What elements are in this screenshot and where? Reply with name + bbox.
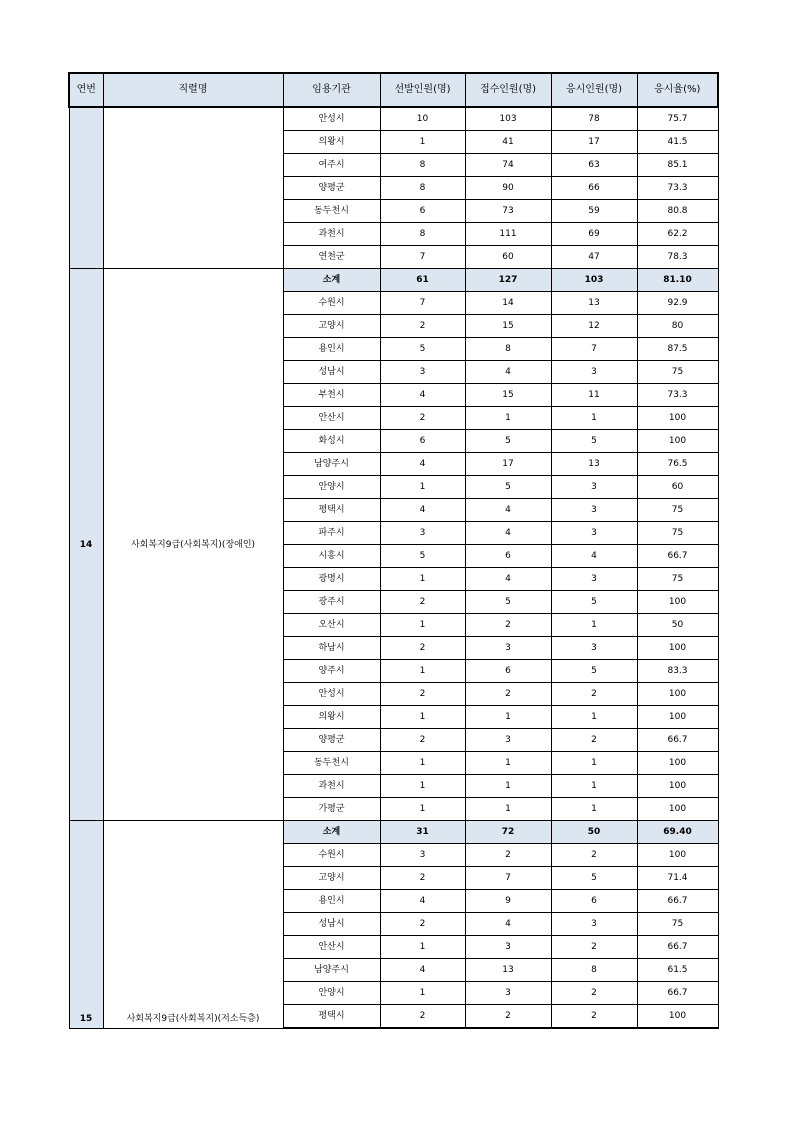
applied-cell: 15 [465,315,551,338]
attended-cell: 6 [551,890,637,913]
agency-cell: 과천시 [283,775,380,798]
agency-cell: 평택시 [283,1005,380,1029]
applied-cell: 2 [465,844,551,867]
agency-cell: 안성시 [283,107,380,131]
rate-cell: 100 [637,683,718,706]
rate-cell: 61.5 [637,959,718,982]
applied-cell: 9 [465,890,551,913]
selected-cell: 2 [380,315,465,338]
table-body [69,107,718,1028]
rate-cell: 75 [637,913,718,936]
attended-cell: 1 [551,614,637,637]
attended-cell: 63 [551,154,637,177]
selected-cell: 4 [380,453,465,476]
agency-cell: 양주시 [283,660,380,683]
attended-cell: 1 [551,775,637,798]
selected-cell: 31 [380,821,465,844]
selected-cell: 1 [380,936,465,959]
attended-cell: 78 [551,107,637,131]
selected-cell: 1 [380,752,465,775]
attended-cell: 3 [551,637,637,660]
agency-cell: 남양주시 [283,453,380,476]
attended-cell: 8 [551,959,637,982]
applied-cell: 8 [465,338,551,361]
selected-cell: 2 [380,407,465,430]
applied-cell: 5 [465,476,551,499]
applied-cell: 60 [465,246,551,269]
applied-cell: 5 [465,591,551,614]
col-header-agency: 임용기관 [283,73,380,107]
applied-cell: 7 [465,867,551,890]
applied-cell: 127 [465,269,551,292]
attended-cell: 5 [551,591,637,614]
rate-cell: 100 [637,752,718,775]
job-series-cell: 사회복지9급(사회복지)(저소득층) [103,821,283,1029]
applied-cell: 73 [465,200,551,223]
applied-cell: 1 [465,775,551,798]
col-header-attended: 응시인원(명) [551,73,637,107]
applied-cell: 72 [465,821,551,844]
selected-cell: 8 [380,177,465,200]
selected-cell: 2 [380,591,465,614]
rate-cell: 80 [637,315,718,338]
rate-cell: 100 [637,775,718,798]
attended-cell: 7 [551,338,637,361]
attended-cell: 2 [551,1005,637,1029]
rate-cell: 100 [637,407,718,430]
applied-cell: 2 [465,614,551,637]
selected-cell: 6 [380,430,465,453]
applicant-table [68,72,719,1029]
selected-cell: 3 [380,361,465,384]
applied-cell: 4 [465,499,551,522]
col-header-applied: 접수인원(명) [465,73,551,107]
selected-cell: 7 [380,292,465,315]
rate-cell: 100 [637,706,718,729]
applied-cell: 4 [465,361,551,384]
attended-cell: 69 [551,223,637,246]
attended-cell: 2 [551,844,637,867]
agency-cell: 파주시 [283,522,380,545]
agency-cell: 시흥시 [283,545,380,568]
agency-cell: 안산시 [283,407,380,430]
rate-cell: 75 [637,568,718,591]
col-header-no: 연번 [69,73,103,107]
attended-cell: 11 [551,384,637,407]
applied-cell: 1 [465,798,551,821]
selected-cell: 1 [380,476,465,499]
rate-cell: 41.5 [637,131,718,154]
rate-cell: 66.7 [637,729,718,752]
applied-cell: 15 [465,384,551,407]
applied-cell: 3 [465,637,551,660]
attended-cell: 2 [551,982,637,1005]
agency-cell: 양평군 [283,729,380,752]
applied-cell: 1 [465,752,551,775]
rate-cell: 100 [637,1005,718,1029]
attended-cell: 5 [551,867,637,890]
agency-cell: 평택시 [283,499,380,522]
rate-cell: 87.5 [637,338,718,361]
rate-cell: 83.3 [637,660,718,683]
selected-cell: 7 [380,246,465,269]
selected-cell: 4 [380,890,465,913]
rate-cell: 78.3 [637,246,718,269]
row-number-cell: 14 [69,269,103,821]
rate-cell: 75 [637,522,718,545]
rate-cell: 100 [637,430,718,453]
rate-cell: 76.5 [637,453,718,476]
rate-cell: 66.7 [637,982,718,1005]
rate-cell: 100 [637,844,718,867]
selected-cell: 4 [380,499,465,522]
attended-cell: 3 [551,913,637,936]
selected-cell: 6 [380,200,465,223]
applied-cell: 41 [465,131,551,154]
rate-cell: 85.1 [637,154,718,177]
selected-cell: 2 [380,637,465,660]
applied-cell: 1 [465,706,551,729]
selected-cell: 1 [380,614,465,637]
selected-cell: 1 [380,131,465,154]
rate-cell: 66.7 [637,936,718,959]
selected-cell: 4 [380,384,465,407]
selected-cell: 8 [380,223,465,246]
selected-cell: 8 [380,154,465,177]
agency-cell: 동두천시 [283,200,380,223]
attended-cell: 2 [551,936,637,959]
rate-cell: 66.7 [637,890,718,913]
attended-cell: 4 [551,545,637,568]
applied-cell: 3 [465,729,551,752]
agency-cell: 의왕시 [283,706,380,729]
rate-cell: 75 [637,499,718,522]
rate-cell: 75 [637,361,718,384]
selected-cell: 10 [380,107,465,131]
applied-cell: 5 [465,430,551,453]
applied-cell: 17 [465,453,551,476]
agency-cell: 수원시 [283,292,380,315]
agency-cell: 하남시 [283,637,380,660]
agency-cell: 화성시 [283,430,380,453]
subtotal-row [69,821,718,844]
applied-cell: 2 [465,683,551,706]
subtotal-row [69,269,718,292]
rate-cell: 100 [637,798,718,821]
agency-cell: 과천시 [283,223,380,246]
selected-cell: 1 [380,568,465,591]
agency-cell: 용인시 [283,338,380,361]
agency-cell: 고양시 [283,315,380,338]
attended-cell: 1 [551,706,637,729]
rate-cell: 50 [637,614,718,637]
agency-cell: 성남시 [283,361,380,384]
rate-cell: 75.7 [637,107,718,131]
attended-cell: 17 [551,131,637,154]
rate-cell: 100 [637,637,718,660]
selected-cell: 3 [380,522,465,545]
rate-cell: 71.4 [637,867,718,890]
agency-cell: 성남시 [283,913,380,936]
attended-cell: 50 [551,821,637,844]
header-row [69,73,718,107]
attended-cell: 1 [551,798,637,821]
applied-cell: 4 [465,522,551,545]
attended-cell: 13 [551,292,637,315]
agency-cell: 소계 [283,269,380,292]
agency-cell: 안양시 [283,982,380,1005]
selected-cell: 2 [380,867,465,890]
selected-cell: 5 [380,338,465,361]
applied-cell: 13 [465,959,551,982]
agency-cell: 가평군 [283,798,380,821]
attended-cell: 3 [551,499,637,522]
agency-cell: 오산시 [283,614,380,637]
attended-cell: 12 [551,315,637,338]
selected-cell: 61 [380,269,465,292]
selected-cell: 2 [380,913,465,936]
agency-cell: 안산시 [283,936,380,959]
agency-cell: 의왕시 [283,131,380,154]
agency-cell: 부천시 [283,384,380,407]
selected-cell: 1 [380,706,465,729]
attended-cell: 5 [551,430,637,453]
rate-cell: 60 [637,476,718,499]
selected-cell: 3 [380,844,465,867]
agency-cell: 소계 [283,821,380,844]
agency-cell: 광명시 [283,568,380,591]
applied-cell: 111 [465,223,551,246]
agency-cell: 광주시 [283,591,380,614]
applied-cell: 2 [465,1005,551,1029]
attended-cell: 3 [551,522,637,545]
selected-cell: 2 [380,683,465,706]
selected-cell: 5 [380,545,465,568]
selected-cell: 1 [380,775,465,798]
applied-cell: 90 [465,177,551,200]
applied-cell: 4 [465,913,551,936]
table-row [69,107,718,131]
rate-cell: 100 [637,591,718,614]
attended-cell: 3 [551,361,637,384]
applied-cell: 74 [465,154,551,177]
attended-cell: 1 [551,752,637,775]
attended-cell: 47 [551,246,637,269]
rate-cell: 62.2 [637,223,718,246]
col-header-selected: 선발인원(명) [380,73,465,107]
applied-cell: 6 [465,660,551,683]
col-header-job-series: 직렬명 [103,73,283,107]
selected-cell: 2 [380,729,465,752]
attended-cell: 1 [551,407,637,430]
applied-cell: 4 [465,568,551,591]
attended-cell: 3 [551,476,637,499]
selected-cell: 4 [380,959,465,982]
attended-cell: 2 [551,683,637,706]
applied-cell: 14 [465,292,551,315]
rate-cell: 66.7 [637,545,718,568]
row-number-cell [69,107,103,269]
rate-cell: 80.8 [637,200,718,223]
applied-cell: 3 [465,982,551,1005]
job-series-cell: 사회복지9급(사회복지)(장애인) [103,269,283,821]
agency-cell: 남양주시 [283,959,380,982]
applied-cell: 6 [465,545,551,568]
agency-cell: 연천군 [283,246,380,269]
agency-cell: 양평군 [283,177,380,200]
job-series-cell [103,107,283,269]
selected-cell: 1 [380,660,465,683]
agency-cell: 용인시 [283,890,380,913]
attended-cell: 5 [551,660,637,683]
row-number-cell: 15 [69,821,103,1029]
applied-cell: 103 [465,107,551,131]
col-header-rate: 응시율(%) [637,73,718,107]
rate-cell: 92.9 [637,292,718,315]
attended-cell: 59 [551,200,637,223]
rate-cell: 69.40 [637,821,718,844]
agency-cell: 고양시 [283,867,380,890]
agency-cell: 동두천시 [283,752,380,775]
agency-cell: 안양시 [283,476,380,499]
selected-cell: 2 [380,1005,465,1029]
agency-cell: 수원시 [283,844,380,867]
attended-cell: 2 [551,729,637,752]
attended-cell: 13 [551,453,637,476]
applied-cell: 3 [465,936,551,959]
selected-cell: 1 [380,798,465,821]
agency-cell: 여주시 [283,154,380,177]
rate-cell: 73.3 [637,384,718,407]
rate-cell: 81.10 [637,269,718,292]
rate-cell: 73.3 [637,177,718,200]
selected-cell: 1 [380,982,465,1005]
attended-cell: 103 [551,269,637,292]
applied-cell: 1 [465,407,551,430]
attended-cell: 3 [551,568,637,591]
agency-cell: 안성시 [283,683,380,706]
attended-cell: 66 [551,177,637,200]
